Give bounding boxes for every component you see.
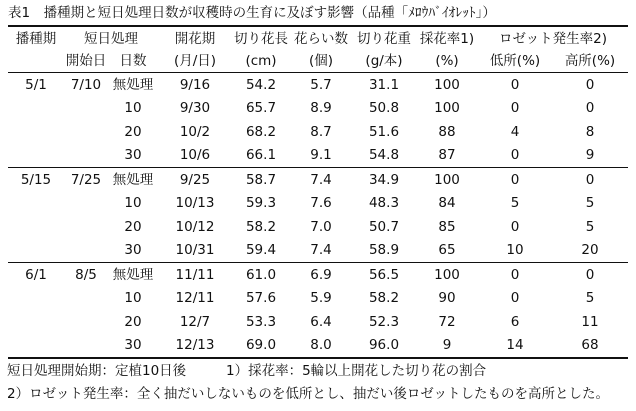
header-days: 日数 [108,50,158,73]
cell-bud-count: 5.7 [310,76,332,93]
cell-days: 20 [124,123,142,140]
table-row [8,144,628,168]
header-bud-unit: (個) [290,50,352,73]
header-short-day-treatment: 短日処理 [84,30,138,47]
cell-bud-count: 7.4 [290,239,352,263]
cell-bud-count: 6.9 [310,266,332,283]
table-row [8,287,628,311]
cell-start-date: 7/25 [70,171,102,188]
table-body [8,73,628,359]
table-row [8,334,628,359]
cell-stem-weight: 50.7 [368,218,400,235]
cell-bud-count: 5.9 [310,290,332,307]
cell-bud-count: 8.7 [310,123,332,140]
cell-days: 無処理 [112,266,154,283]
cell-empty [8,215,64,239]
cell-flowering-date: 11/11 [175,266,215,283]
cell-harvest-rate: 100 [434,266,460,283]
cell-bud-count: 7.6 [310,195,332,212]
footnote-1: 1）採花率：5輪以上開花した切り花の割合 [226,363,487,379]
table-header [8,26,628,73]
cell-empty [64,287,108,311]
cell-bud-count: 7.4 [310,171,332,188]
cell-empty [8,97,64,121]
table-row [8,168,628,192]
cell-rosette-low: 10 [478,239,552,263]
cell-stem-length: 59.4 [232,239,290,263]
footnote-2: 2）ロゼット発生率：全く抽だいしないものを低所とし、抽だい後ロゼットしたものを高所とした。 [7,386,610,402]
cell-flowering-date: 10/2 [179,123,211,140]
cell-days: 無処理 [112,171,154,188]
header-weight-unit: (g/本) [352,50,416,73]
cell-flowering-date: 9/30 [179,100,211,117]
cell-rosette-high: 0 [585,76,595,93]
table-row [8,192,628,216]
table-row [8,239,628,263]
header-stem-weight: 切り花重 [357,30,411,47]
cell-bud-count: 8.9 [310,100,332,117]
cell-rosette-low: 0 [478,144,552,168]
cell-bud-count: 8.0 [290,334,352,359]
cell-stem-weight: 31.1 [368,76,400,93]
cell-stem-weight: 34.9 [368,171,400,188]
header-rosette-high: 高所(%) [552,50,628,73]
cell-days: 30 [108,239,158,263]
cell-rosette-high: 5 [585,195,595,212]
table-row [8,310,628,334]
cell-stem-length: 61.0 [245,266,277,283]
cell-harvest-rate: 72 [438,313,456,330]
cell-stem-length: 59.3 [245,195,277,212]
cell-flowering-date: 10/31 [158,239,232,263]
header-flowering-unit: (月/日) [158,50,232,73]
cell-stem-weight: 96.0 [352,334,416,359]
header-rosette-rate: ロゼット発生率2) [498,30,608,47]
cell-rosette-high: 9 [552,144,628,168]
cell-stem-length: 66.1 [232,144,290,168]
header-empty [8,50,64,73]
cell-days: 20 [124,313,142,330]
cell-empty [64,144,108,168]
cell-flowering-date: 12/13 [158,334,232,359]
table-row [8,263,628,287]
cell-empty [8,239,64,263]
header-row-2 [8,50,628,73]
cell-rosette-high: 8 [585,123,595,140]
cell-harvest-rate: 100 [434,100,460,117]
cell-days: 10 [124,195,142,212]
cell-empty [64,215,108,239]
table-row [8,97,628,121]
cell-rosette-high: 20 [552,239,628,263]
header-rate-unit: (%) [416,50,478,73]
cell-harvest-rate: 85 [438,218,456,235]
cell-harvest-rate: 100 [434,171,460,188]
cell-days: 30 [108,144,158,168]
header-rosette-low: 低所(%) [478,50,552,73]
cell-harvest-rate: 100 [434,76,460,93]
header-row-1 [8,26,628,50]
cell-rosette-low: 5 [510,195,520,212]
cell-bud-count: 9.1 [290,144,352,168]
cell-bud-count: 7.0 [310,218,332,235]
table-row [8,215,628,239]
cell-harvest-rate: 9 [416,334,478,359]
cell-empty [64,120,108,144]
cell-rosette-high: 68 [552,334,628,359]
cell-empty [64,192,108,216]
cell-stem-length: 65.7 [245,100,277,117]
header-sowing-date: 播種期 [15,30,57,47]
header-start-date: 開始日 [64,50,108,73]
cell-empty [8,192,64,216]
cell-flowering-date: 12/11 [175,290,215,307]
header-bud-count: 花らい数 [294,30,348,47]
cell-stem-length: 58.7 [245,171,277,188]
table-row [8,120,628,144]
cell-flowering-date: 12/7 [179,313,211,330]
footnote-treatment-start: 短日処理開始期：定植10日後 [7,363,187,379]
header-harvest-rate: 採花率1) [419,30,475,47]
cell-stem-weight: 58.9 [352,239,416,263]
cell-rosette-low: 0 [510,266,520,283]
cell-stem-length: 69.0 [232,334,290,359]
cell-stem-weight: 51.6 [368,123,400,140]
cell-flowering-date: 10/6 [158,144,232,168]
results-table [8,25,628,359]
cell-empty [8,287,64,311]
cell-stem-weight: 52.3 [368,313,400,330]
cell-harvest-rate: 65 [416,239,478,263]
cell-rosette-low: 0 [510,171,520,188]
cell-rosette-high: 5 [585,218,595,235]
cell-empty [64,97,108,121]
cell-sowing-date: 6/1 [25,266,47,283]
cell-empty [8,144,64,168]
header-length-unit: (cm) [232,50,290,73]
cell-harvest-rate: 90 [438,290,456,307]
cell-rosette-low: 0 [510,76,520,93]
table-row [8,73,628,97]
cell-empty [8,120,64,144]
cell-flowering-date: 9/25 [179,171,211,188]
cell-harvest-rate: 88 [438,123,456,140]
cell-start-date: 8/5 [75,266,97,283]
cell-days: 10 [124,290,142,307]
cell-stem-length: 68.2 [245,123,277,140]
cell-harvest-rate: 84 [438,195,456,212]
cell-empty [64,239,108,263]
cell-sowing-date: 5/15 [20,171,52,188]
cell-rosette-low: 4 [510,123,520,140]
cell-rosette-high: 0 [585,100,595,117]
cell-stem-weight: 50.8 [368,100,400,117]
cell-flowering-date: 10/13 [175,195,215,212]
cell-days: 30 [108,334,158,359]
cell-stem-length: 53.3 [245,313,277,330]
cell-harvest-rate: 87 [416,144,478,168]
cell-empty [64,310,108,334]
cell-empty [64,334,108,359]
cell-flowering-date: 10/12 [175,218,215,235]
cell-rosette-low: 0 [510,218,520,235]
cell-bud-count: 6.4 [310,313,332,330]
cell-rosette-low: 6 [510,313,520,330]
cell-stem-weight: 48.3 [368,195,400,212]
cell-stem-weight: 56.5 [368,266,400,283]
table-caption: 表1 播種期と短日処理日数が収穫時の生育に及ぼす影響（品種「ﾒﾛｳﾊﾞｲｵﾚｯﾄ」） [8,5,496,21]
cell-rosette-high: 0 [585,266,595,283]
cell-flowering-date: 9/16 [179,76,211,93]
cell-start-date: 7/10 [70,76,102,93]
header-flowering-date: 開花期 [174,30,216,47]
cell-days: 20 [124,218,142,235]
cell-stem-length: 54.2 [245,76,277,93]
cell-stem-length: 57.6 [245,290,277,307]
cell-rosette-high: 11 [581,313,599,330]
cell-stem-weight: 58.2 [368,290,400,307]
cell-rosette-low: 0 [510,100,520,117]
cell-sowing-date: 5/1 [25,76,47,93]
cell-rosette-high: 5 [585,290,595,307]
cell-days: 10 [124,100,142,117]
cell-days: 無処理 [112,76,154,93]
cell-rosette-low: 0 [510,290,520,307]
cell-stem-weight: 54.8 [352,144,416,168]
cell-stem-length: 58.2 [245,218,277,235]
header-stem-length: 切り花長 [234,30,288,47]
cell-empty [8,334,64,359]
cell-empty [8,310,64,334]
cell-rosette-high: 0 [585,171,595,188]
cell-rosette-low: 14 [478,334,552,359]
